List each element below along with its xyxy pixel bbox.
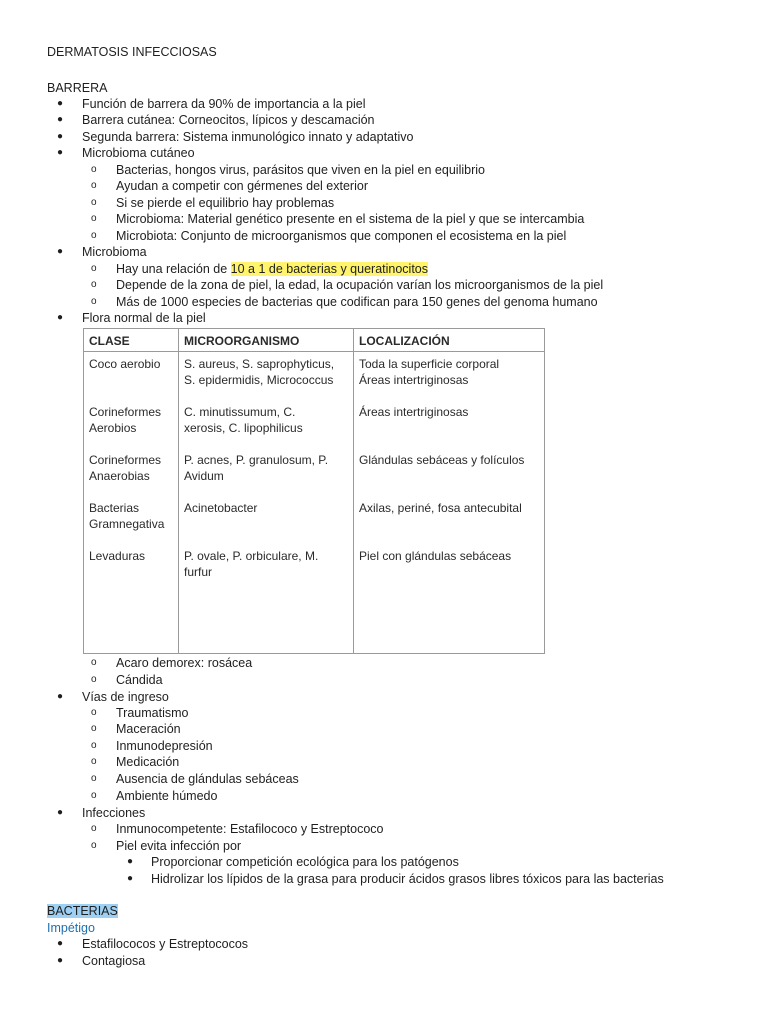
circle-bullet-icon: o xyxy=(91,180,97,191)
bullet-icon: ● xyxy=(57,691,64,702)
section-heading-barrera: BARRERA xyxy=(47,81,108,95)
table-cell-micro: Avidum xyxy=(184,469,224,483)
table-cell-micro: P. acnes, P. granulosum, P. xyxy=(184,453,329,467)
circle-bullet-icon: o xyxy=(91,740,97,751)
circle-bullet-icon: o xyxy=(91,674,97,685)
list-item: Función de barrera da 90% de importancia a la piel xyxy=(82,97,366,111)
circle-bullet-icon: o xyxy=(91,657,97,668)
sub-list-item: Maceración xyxy=(116,722,181,736)
sub-list-item: Depende de la zona de piel, la edad, la ocupación varían los microorganismos de la piel xyxy=(116,278,604,292)
highlighted-text: 10 a 1 de bacterias y queratinocitos xyxy=(230,262,429,276)
table-cell-loc: Glándulas sebáceas y folículos xyxy=(359,453,525,467)
table-cell-clase: Corineformes xyxy=(89,405,162,419)
table-divider xyxy=(353,329,354,653)
circle-bullet-icon: o xyxy=(91,263,97,274)
table-cell-micro: C. minutissumum, C. xyxy=(184,405,296,419)
circle-bullet-icon: o xyxy=(91,840,97,851)
table-cell-clase: Gramnegativa xyxy=(89,517,165,531)
bullet-icon: ● xyxy=(57,147,64,158)
table-cell-loc: Toda la superficie corporal xyxy=(359,357,500,371)
sub-list-item xyxy=(116,261,428,277)
bullet-icon: ● xyxy=(57,312,64,323)
list-item: Microbioma xyxy=(82,245,147,259)
flora-table xyxy=(83,328,545,654)
list-item: Estafilococos y Estreptococos xyxy=(82,937,249,951)
sub-list-item: Inmunodepresión xyxy=(116,739,213,753)
table-cell-loc: Piel con glándulas sebáceas xyxy=(359,549,512,563)
list-item: Microbioma cutáneo xyxy=(82,146,195,160)
bullet-icon: ● xyxy=(127,856,134,867)
circle-bullet-icon: o xyxy=(91,164,97,175)
table-cell-clase: Anaerobias xyxy=(89,469,150,483)
sub-list-item: Bacterias, hongos virus, parásitos que viven en la piel en equilibrio xyxy=(116,163,485,177)
table-cell-clase: Corineformes xyxy=(89,453,162,467)
table-header-divider xyxy=(84,351,544,352)
subheading-impetigo: Impétigo xyxy=(47,921,95,935)
sub-list-item: Si se pierde el equilibrio hay problemas xyxy=(116,196,335,210)
list-item: Contagiosa xyxy=(82,954,146,968)
circle-bullet-icon: o xyxy=(91,773,97,784)
circle-bullet-icon: o xyxy=(91,823,97,834)
sub-sub-list-item: Proporcionar competición ecológica para los patógenos xyxy=(151,855,459,869)
relacion-text: Hay una relación de xyxy=(116,262,231,276)
table-cell-clase: Levaduras xyxy=(89,549,146,563)
sub-list-item: Inmunocompetente: Estafilococo y Estreptococo xyxy=(116,822,384,836)
bullet-icon: ● xyxy=(57,131,64,142)
circle-bullet-icon: o xyxy=(91,723,97,734)
document-title: DERMATOSIS INFECCIOSAS xyxy=(47,45,217,59)
circle-bullet-icon: o xyxy=(91,213,97,224)
circle-bullet-icon: o xyxy=(91,756,97,767)
table-header-microorganismo: MICROORGANISMO xyxy=(184,334,300,348)
table-cell-micro: S. epidermidis, Micrococcus xyxy=(184,373,334,387)
sub-list-item: Piel evita infección por xyxy=(116,839,242,853)
sub-list-item: Cándida xyxy=(116,673,163,687)
bullet-icon: ● xyxy=(57,246,64,257)
bullet-icon: ● xyxy=(57,114,64,125)
sub-list-item: Microbioma: Material genético presente en el sistema de la piel y que se intercambia xyxy=(116,212,585,226)
bullet-icon: ● xyxy=(57,98,64,109)
table-cell-micro: xerosis, C. lipophilicus xyxy=(184,421,303,435)
sub-list-item: Más de 1000 especies de bacterias que codifican para 150 genes del genoma humano xyxy=(116,295,598,309)
table-divider xyxy=(178,329,179,653)
sub-list-item: Medicación xyxy=(116,755,180,769)
list-item: Segunda barrera: Sistema inmunológico innato y adaptativo xyxy=(82,130,414,144)
circle-bullet-icon: o xyxy=(91,707,97,718)
highlighted-heading: BACTERIAS xyxy=(47,904,118,918)
list-item: Infecciones xyxy=(82,806,146,820)
table-cell-micro: Acinetobacter xyxy=(184,501,258,515)
table-cell-loc: Axilas, periné, fosa antecubital xyxy=(359,501,522,515)
bullet-icon: ● xyxy=(127,873,134,884)
table-cell-micro: furfur xyxy=(184,565,213,579)
sub-list-item: Traumatismo xyxy=(116,706,189,720)
table-cell-micro: P. ovale, P. orbiculare, M. xyxy=(184,549,319,563)
table-cell-clase: Aerobios xyxy=(89,421,137,435)
sub-sub-list-item: Hidrolizar los lípidos de la grasa para producir ácidos grasos libres tóxicos para las bacterias xyxy=(151,872,664,886)
circle-bullet-icon: o xyxy=(91,296,97,307)
table-cell-clase: Coco aerobio xyxy=(89,357,161,371)
sub-list-item: Ausencia de glándulas sebáceas xyxy=(116,772,299,786)
circle-bullet-icon: o xyxy=(91,279,97,290)
table-cell-loc: Áreas intertriginosas xyxy=(359,405,469,419)
circle-bullet-icon: o xyxy=(91,790,97,801)
table-header-clase: CLASE xyxy=(89,334,130,348)
bullet-icon: ● xyxy=(57,955,64,966)
table-header-localizacion: LOCALIZACIÓN xyxy=(359,334,450,348)
list-item: Flora normal de la piel xyxy=(82,311,206,325)
circle-bullet-icon: o xyxy=(91,230,97,241)
bullet-icon: ● xyxy=(57,807,64,818)
circle-bullet-icon: o xyxy=(91,197,97,208)
table-cell-loc: Áreas intertriginosas xyxy=(359,373,469,387)
bullet-icon: ● xyxy=(57,938,64,949)
sub-list-item: Microbiota: Conjunto de microorganismos que componen el ecosistema en la piel xyxy=(116,229,567,243)
table-cell-micro: S. aureus, S. saprophyticus, xyxy=(184,357,335,371)
table-cell-clase: Bacterias xyxy=(89,501,140,515)
list-item: Barrera cutánea: Corneocitos, lípicos y descamación xyxy=(82,113,375,127)
list-item: Vías de ingreso xyxy=(82,690,169,704)
sub-list-item: Acaro demorex: rosácea xyxy=(116,656,253,670)
sub-list-item: Ambiente húmedo xyxy=(116,789,218,803)
section-heading-bacterias xyxy=(47,903,118,919)
sub-list-item: Ayudan a competir con gérmenes del exterior xyxy=(116,179,368,193)
